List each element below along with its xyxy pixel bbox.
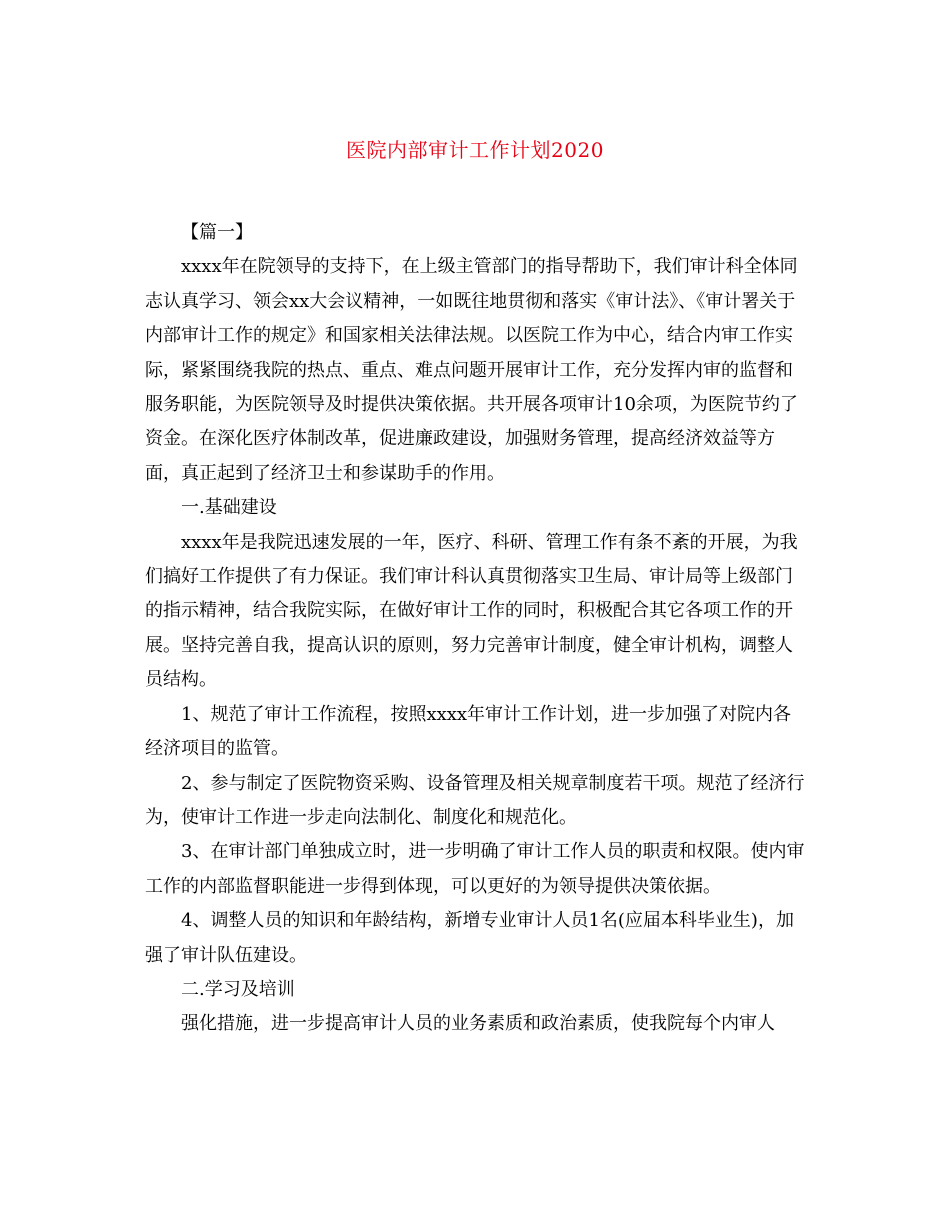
list-item: 2、参与制定了医院物资采购、设备管理及相关规章制度若干项。规范了经济行为，使审计工作进一步走向法制化、制度化和规范化。: [145, 772, 805, 828]
document-title: 医院内部审计工作计划2020: [346, 138, 604, 162]
list-item: 4、调整人员的知识和年龄结构，新增专业审计人员1名(应届本科毕业生)，加强了审计队伍建设。: [145, 910, 794, 966]
paragraph: 强化措施，进一步提高审计人员的业务素质和政治素质，使我院每个内审人: [181, 1013, 775, 1035]
list-item: 3、在审计部门单独成立时，进一步明确了审计工作人员的职责和权限。使内审工作的内部监督职能进一步得到体现，可以更好的为领导提供决策依据。: [145, 841, 805, 897]
section-heading: 一.基础建设: [181, 497, 277, 519]
paragraph: xxxx年在院领导的支持下，在上级主管部门的指导帮助下，我们审计科全体同志认真学习、领会xx大会议精神，一如既往地贯彻和落实《审计法》、《审计署关于内部审计工作的规定》和国家相关法律法规。以医院工作为中心，结合内审工作实际，紧紧围绕我院的热点、重点、难点问题开展审计工作，充分发挥内审的监督和服务职能，为医院领导及时提供决策依据。共开展各项审计10余项，为医院节约了资金。在深化医疗体制改革，促进廉政建设，加强财务管理，提高经济效益等方面，真正起到了经济卫士和参谋助手的作用。: [145, 256, 798, 484]
document-body: [145, 216, 807, 1042]
paragraph: xxxx年是我院迅速发展的一年，医疗、科研、管理工作有条不紊的开展，为我们搞好工作提供了有力保证。我们审计科认真贯彻落实卫生局、审计局等上级部门的指示精神，结合我院实际，在做好审计工作的同时，积极配合其它各项工作的开展。坚持完善自我，提高认识的原则，努力完善审计制度，健全审计机构，调整人员结构。: [145, 531, 798, 691]
list-item: 1、规范了审计工作流程，按照xxxx年审计工作计划，进一步加强了对院内各经济项目的监管。: [145, 703, 792, 760]
section-heading: 二.学习及培训: [181, 978, 295, 1000]
section-label: 【篇一】: [181, 222, 253, 243]
